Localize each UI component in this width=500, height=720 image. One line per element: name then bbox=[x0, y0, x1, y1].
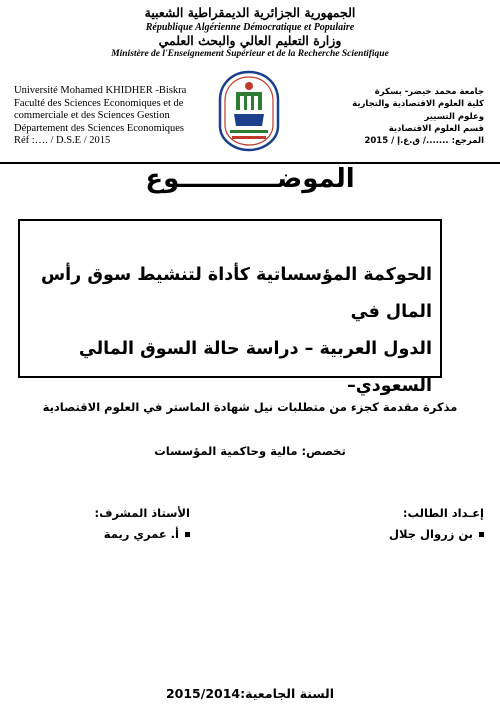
student-name-row bbox=[389, 527, 484, 541]
header-fr-republic: République Algérienne Démocratique et Populaire bbox=[145, 22, 355, 33]
university-info-ar bbox=[324, 86, 484, 148]
university-name-fr: Université Mohamed KHIDHER -Biskra bbox=[14, 85, 187, 96]
subject-heading: الموضـــــــــــوع bbox=[145, 164, 355, 194]
thesis-title-line-2: الدول العربية – دراسة حالة السوق المالي السعودي– bbox=[78, 339, 432, 396]
supervisor-name-row bbox=[30, 527, 190, 541]
supervisor-name: أ. عمري ريمة bbox=[103, 527, 179, 541]
student-label: إعـداد الطالب: bbox=[402, 506, 484, 520]
header-ar-ministry: وزارة التعليم العالي والبحث العلمي bbox=[158, 33, 342, 48]
department-name-fr: Département des Sciences Economiques bbox=[14, 122, 184, 134]
supervisor-label: الأستاذ المشرف: bbox=[94, 506, 190, 520]
reference-fr: Réf :…. / D.S.E / 2015 bbox=[14, 135, 111, 147]
university-name-ar: جامعة محمد خيضر- بسكرة bbox=[374, 87, 484, 97]
bullet-icon bbox=[185, 532, 190, 537]
bullet-icon bbox=[479, 532, 484, 537]
university-info-fr bbox=[14, 85, 224, 148]
faculty-name-fr: Faculté des Sciences Economiques et de commerciale et des Sciences Gestion bbox=[14, 97, 184, 122]
thesis-title-box bbox=[18, 219, 442, 396]
header-ar-republic: الجمهورية الجزائرية الديمقراطية الشعبية bbox=[144, 5, 356, 20]
student-name: بن زروال جلال bbox=[389, 527, 473, 541]
header-fr-ministry: Ministère de l'Enseignement Supérieur et de la Recherche Scientifique bbox=[111, 49, 389, 59]
thesis-note: مذكرة مقدمة كجزء من متطلبات نيل شهادة الماستر في العلوم الاقتصادية bbox=[42, 400, 458, 414]
department-name-ar: قسم العلوم الاقتصادية bbox=[388, 123, 484, 134]
reference-ar: المرجع: ......./ ق.ع.إ / 2015 bbox=[364, 136, 484, 147]
faculty-name-ar-2: وعلوم التسيير bbox=[424, 111, 484, 122]
thesis-title-line-1: الحوكمة المؤسساتية كأداة لتنشيط سوق رأس المال في bbox=[41, 265, 432, 322]
university-logo-icon bbox=[216, 70, 282, 152]
specialty: تخصص: مالية وحاكمية المؤسسات bbox=[154, 444, 346, 458]
academic-year: السنة الجامعية:2015/2014 bbox=[165, 686, 335, 701]
faculty-name-ar: كلية العلوم الاقتصادية والتجارية bbox=[352, 99, 484, 110]
